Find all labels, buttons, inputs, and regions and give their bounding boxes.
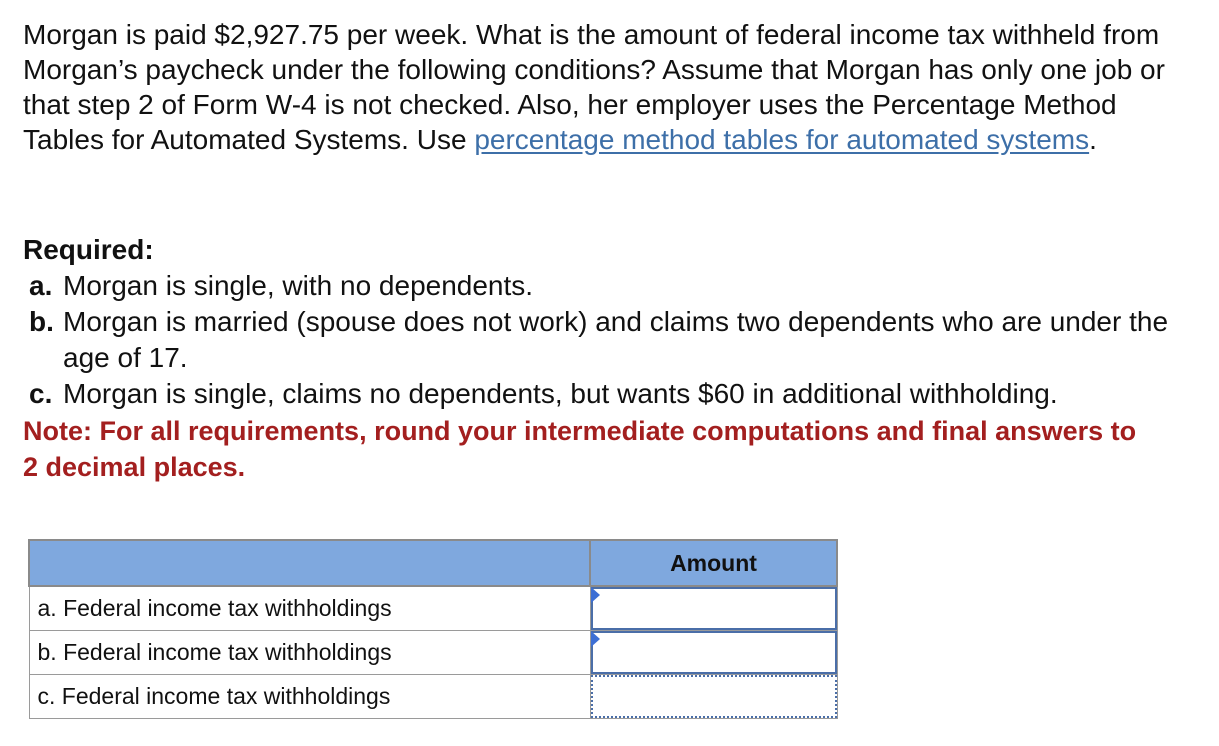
requirement-text: Morgan is single, with no dependents.: [63, 270, 534, 301]
required-heading: Required:: [23, 234, 154, 265]
requirement-b: [29, 304, 1214, 376]
question-period: .: [1089, 124, 1097, 155]
rounding-note: Note: For all requirements, round your intermediate computations and final answers to 2 decimal places.: [23, 416, 1137, 482]
requirement-letter: a.: [29, 270, 53, 301]
question-text: [23, 17, 1173, 157]
requirement-letter: c.: [29, 378, 53, 409]
amount-input-a[interactable]: [591, 587, 837, 630]
requirement-c: [29, 376, 1214, 412]
flag-marker-icon: [591, 631, 600, 647]
flag-marker-icon: [591, 587, 600, 603]
amount-cell: [590, 675, 837, 719]
requirement-a: [29, 268, 1214, 304]
amount-input-b[interactable]: [591, 631, 837, 674]
requirements-list: [29, 268, 1214, 412]
row-label: c. Federal income tax withholdings: [29, 675, 590, 719]
header-amount: Amount: [590, 540, 837, 586]
table-header-row: [29, 540, 837, 586]
amount-cell: [590, 631, 837, 675]
header-blank-cell: [29, 540, 590, 586]
amount-cell: [590, 586, 837, 631]
row-label: b. Federal income tax withholdings: [29, 631, 590, 675]
requirement-text: Morgan is single, claims no dependents, but wants $60 in additional withholding.: [63, 378, 1058, 409]
requirement-text: Morgan is married (spouse does not work) and claims two dependents who are under the age of 17.: [63, 306, 1169, 373]
amount-input-c[interactable]: [591, 675, 837, 718]
table-row: [29, 586, 837, 631]
requirement-letter: b.: [29, 306, 54, 337]
row-label: a. Federal income tax withholdings: [29, 586, 590, 631]
answer-table: [28, 539, 838, 719]
table-row: [29, 675, 837, 719]
question-body: Morgan is paid $2,927.75 per week. What is the amount of federal income tax withheld from Morgan’s paycheck under the following conditions? Assume that Morgan has only one job or that step 2 of Form W-4 is not checked. Also, her employer uses the Percentage Method Tables for Automated Systems. Use: [23, 19, 1165, 155]
table-row: [29, 631, 837, 675]
percentage-method-tables-link[interactable]: percentage method tables for automated systems: [474, 124, 1090, 155]
